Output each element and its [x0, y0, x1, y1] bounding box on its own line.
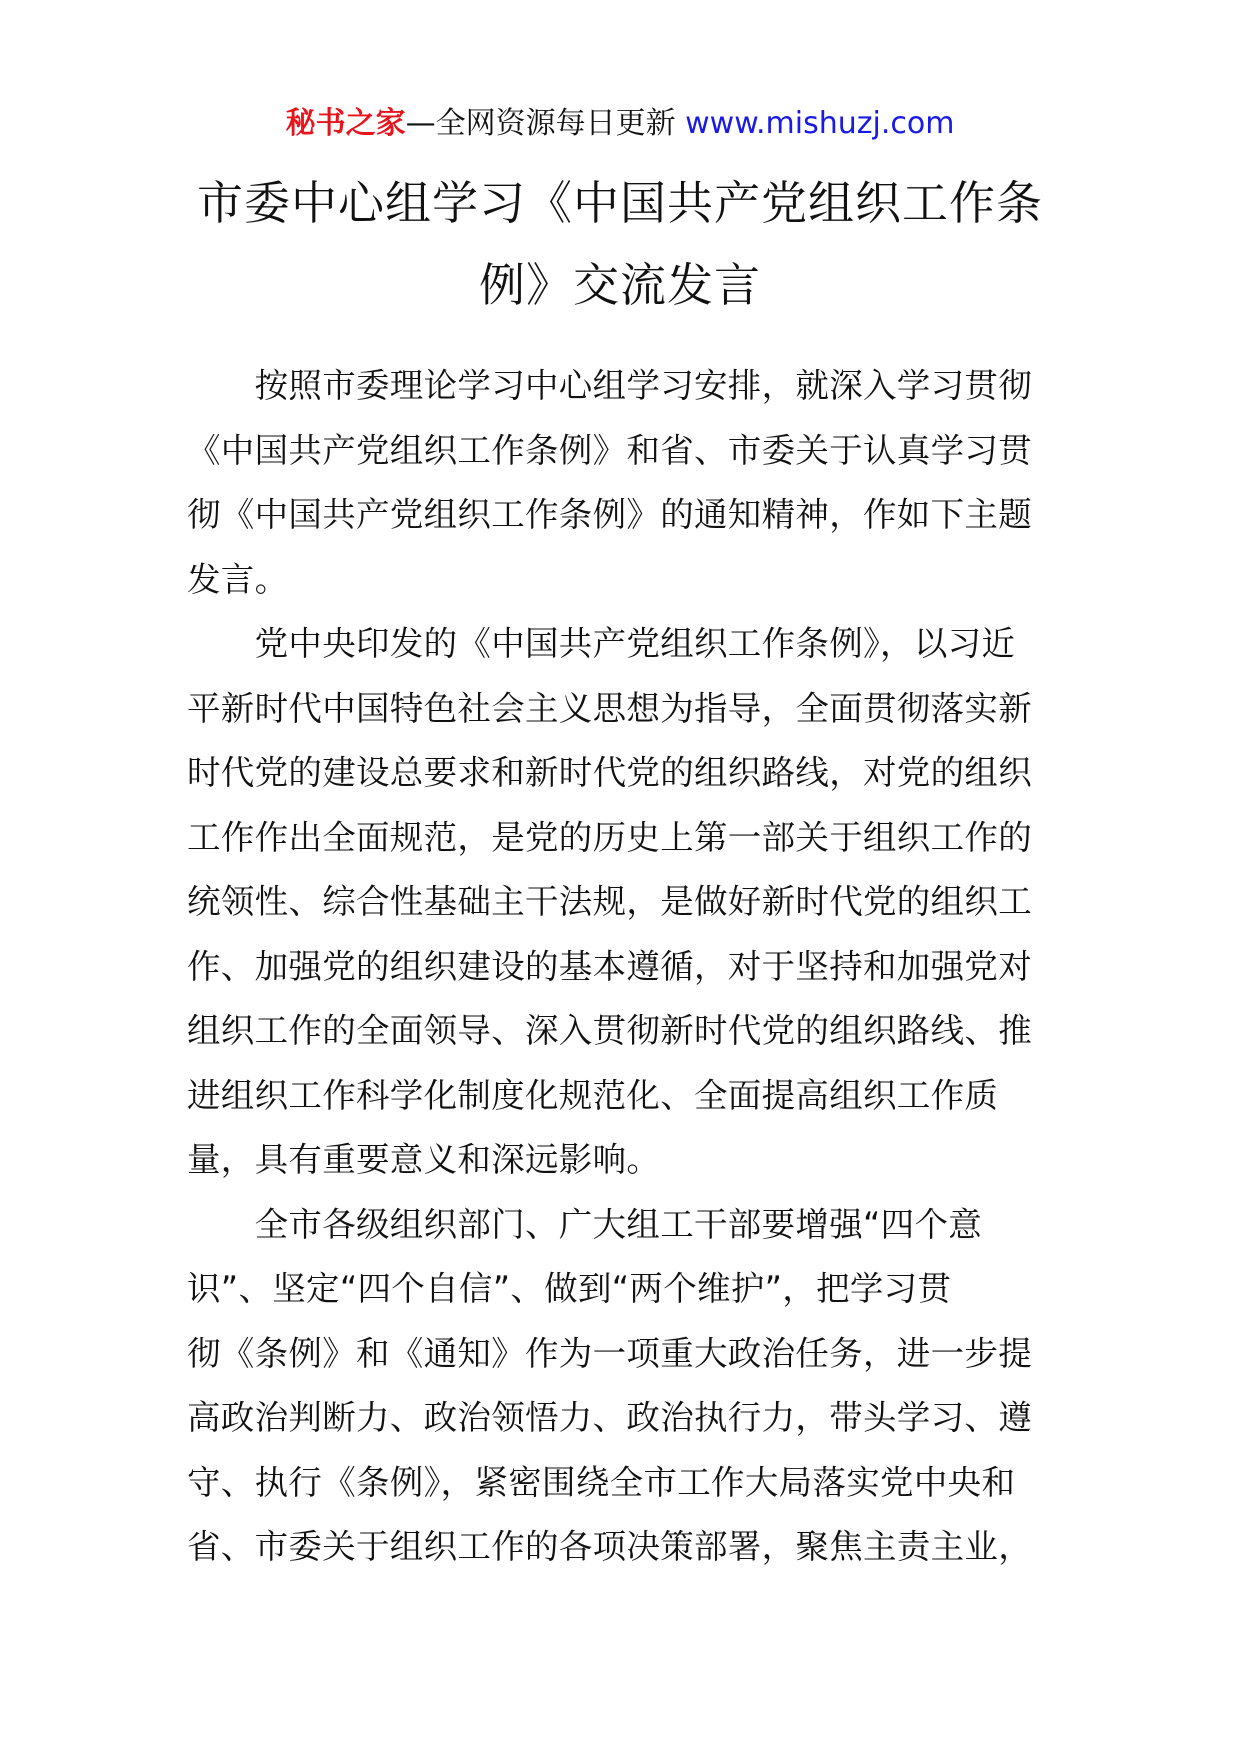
text-line: 党中央印发的《中国共产党组织工作条例》，以习近 — [187, 624, 1016, 663]
text-line: 作、加强党的组织建设的基本遵循，对于坚持和加强党对 — [187, 946, 1032, 986]
title-line: 例》交流发言 — [479, 258, 761, 312]
document-body — [187, 354, 1057, 1580]
text-line: 统领性、综合性基础主干法规，是做好新时代党的组织工 — [187, 882, 1032, 921]
paragraph-significance — [187, 612, 1057, 1193]
text-line: 发言。 — [187, 559, 289, 599]
text-line: 全市各级组织部门、广大组工干部要增强“四个意 — [187, 1204, 983, 1244]
site-header — [0, 102, 1240, 146]
brand-name: 秘书之家 — [285, 106, 406, 141]
text-line: 工作作出全面规范，是党的历史上第一部关于组织工作的 — [187, 817, 1032, 857]
text-line: 《中国共产党组织工作条例》和省、市委关于认真学习贯 — [187, 430, 1032, 470]
text-line: 平新时代中国特色社会主义思想为指导，全面贯彻落实新 — [187, 688, 1032, 728]
text-line: 按照市委理论学习中心组学习安排，就深入学习贯彻 — [187, 366, 1032, 405]
site-url-link[interactable]: www.mishuzj.com — [685, 106, 955, 141]
paragraph-requirements — [187, 1193, 1057, 1580]
header-slogan: —全网资源每日更新 — [405, 106, 686, 141]
text-line: 识”、坚定“四个自信”、做到“两个维护”，把学习贯 — [187, 1269, 952, 1308]
text-line: 省、市委关于组织工作的各项决策部署，聚焦主责主业， — [187, 1527, 1032, 1566]
document-title — [180, 162, 1060, 326]
text-line: 进组织工作科学化制度化规范化、全面提高组织工作质 — [187, 1075, 999, 1115]
text-line: 组织工作的全面领导、深入贯彻新时代党的组织路线、推 — [187, 1011, 1032, 1050]
text-line: 高政治判断力、政治领悟力、政治执行力，带头学习、遵 — [187, 1398, 1032, 1437]
text-line: 时代党的建设总要求和新时代党的组织路线，对党的组织 — [187, 753, 1032, 792]
text-line: 彻《中国共产党组织工作条例》的通知精神，作如下主题 — [187, 495, 1032, 534]
title-line: 市委中心组学习《中国共产党组织工作条 — [197, 176, 1043, 230]
text-line: 彻《条例》和《通知》作为一项重大政治任务，进一步提 — [187, 1333, 1032, 1373]
text-line: 守、执行《条例》，紧密围绕全市工作大局落实党中央和 — [187, 1462, 1016, 1502]
text-line: 量，具有重要意义和深远影响。 — [187, 1140, 661, 1179]
paragraph-intro — [187, 354, 1057, 612]
